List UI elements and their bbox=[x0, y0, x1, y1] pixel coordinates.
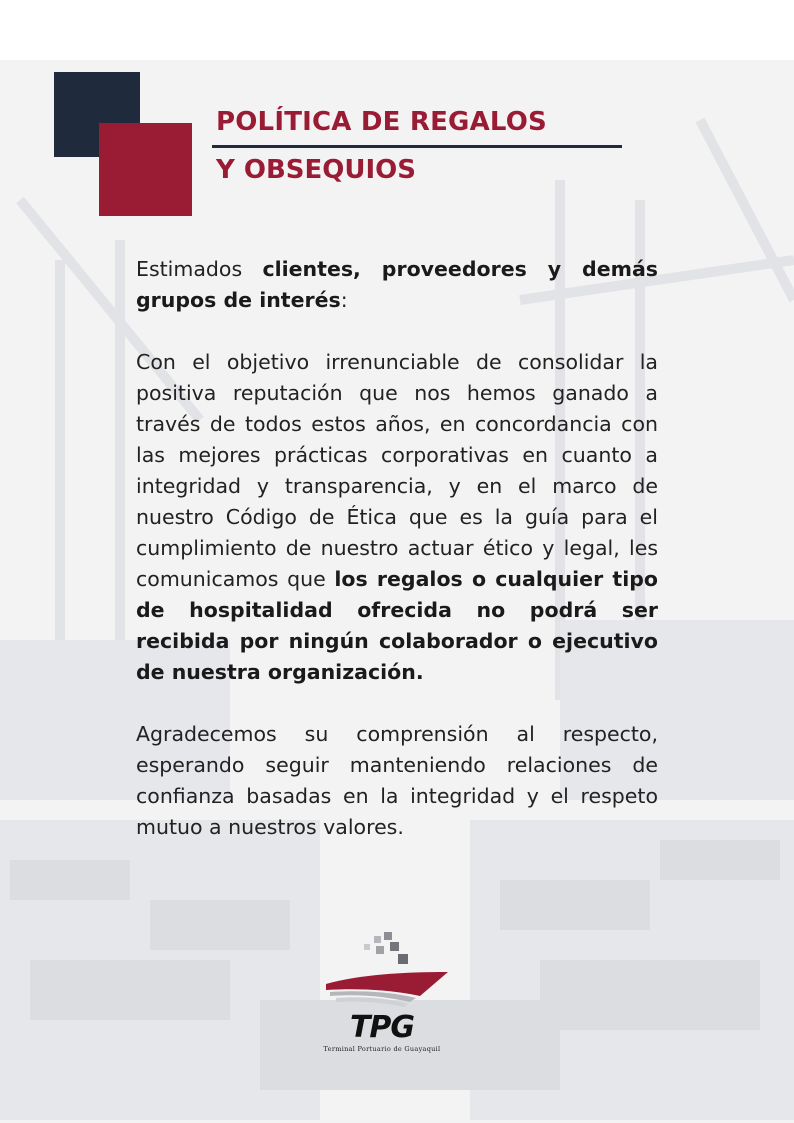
paragraph-1 bbox=[136, 347, 658, 688]
title-line-2: Y OBSEQUIOS bbox=[216, 155, 417, 185]
paragraph-2: Agradecemos su comprensión al respecto, esperando seguir manteniendo relaciones de confianza basadas en la integridad y el respeto mutuo a nuestros valores. bbox=[136, 722, 658, 839]
paragraph-1-bold: los regalos o cualquier tipo de hospitalidad ofrecida no podrá ser recibida por ningún colaborador o ejecutivo de nuestra organización. bbox=[136, 567, 659, 684]
title-divider bbox=[212, 145, 622, 148]
letter-body bbox=[136, 254, 658, 843]
title-line-1: POLÍTICA DE REGALOS bbox=[216, 107, 547, 137]
greeting-prefix: Estimados bbox=[136, 257, 263, 281]
decorative-square-red bbox=[99, 123, 192, 216]
greeting-bold-1: clientes, proveedores y demás bbox=[262, 257, 658, 281]
paragraph-1-text: Con el objetivo irrenunciable de consolidar la positiva reputación que nos hemos ganado a través de todos estos años, en concordancia con las mejores prácticas corporativas en cuanto a integridad y transparencia, y en el marco de nuestro Código de Ética que es la guía para el cumplimiento de nuestro actuar ético y legal, les comunicamos que bbox=[136, 350, 658, 591]
tpg-logo bbox=[312, 930, 452, 1060]
logo-subtitle: Terminal Portuario de Guayaquil bbox=[323, 1045, 441, 1053]
greeting-bold-2: grupos de interés bbox=[136, 288, 341, 312]
greeting bbox=[136, 254, 658, 316]
logo-wordmark: TPG bbox=[349, 1010, 415, 1045]
greeting-suffix: : bbox=[340, 288, 348, 312]
tpg-logo-icon bbox=[312, 930, 452, 1015]
